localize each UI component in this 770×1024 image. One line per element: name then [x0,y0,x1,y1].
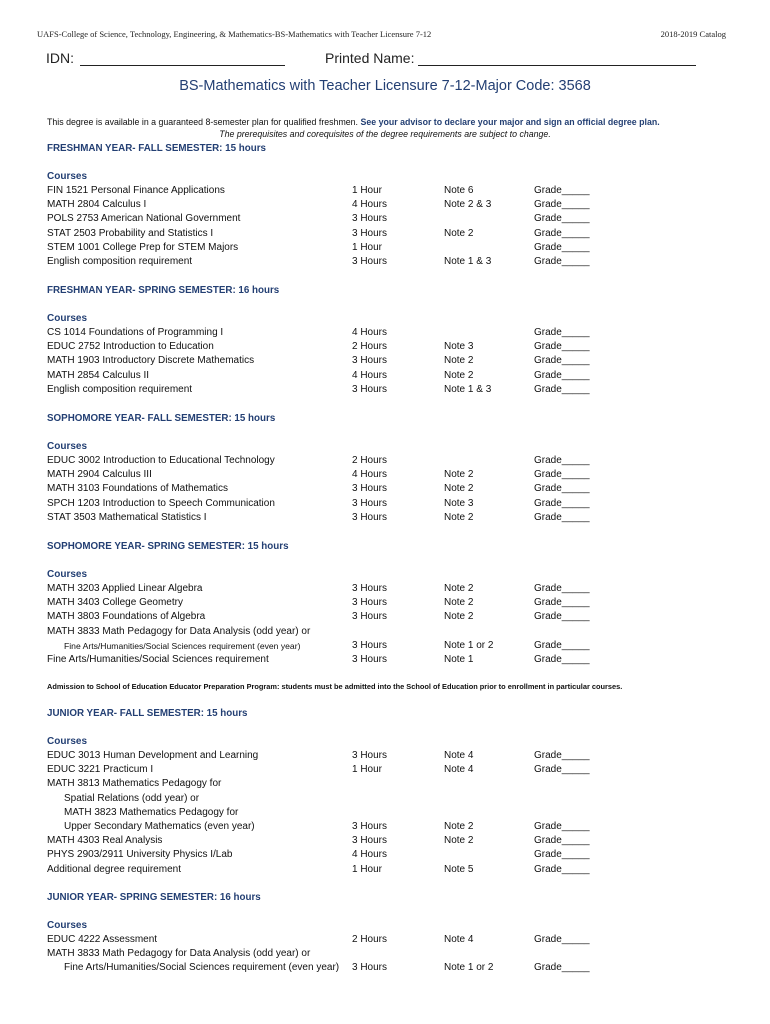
course-name: MATH 3833 Math Pedagogy for Data Analysis (odd year) or [47,948,311,960]
course-name: STAT 2503 Probability and Statistics I [47,227,214,239]
course-note: Note 4 [444,750,474,761]
course-row [0,256,770,270]
course-hours: 3 Hours [352,355,388,367]
courses-heading: Courses [47,920,88,931]
courses-heading: Courses [47,313,88,324]
intro-text [47,117,660,127]
course-hours: 1 Hour [352,764,383,776]
course-row [0,764,770,778]
course-hours: 3 Hours [352,256,388,267]
course-name: MATH 3803 Foundations of Algebra [47,611,206,623]
grade-field[interactable]: Grade_____ [534,256,590,267]
grade-field[interactable]: Grade_____ [534,583,590,594]
course-row [0,370,770,384]
course-note: Note 2 [444,469,474,481]
grade-field[interactable]: Grade_____ [534,469,590,481]
course-hours: 1 Hour [352,185,383,196]
grade-field[interactable]: Grade_____ [534,497,590,509]
semester-title: JUNIOR YEAR- SPRING SEMESTER: 16 hours [47,892,261,903]
course-hours: 3 Hours [352,821,388,832]
printed-name-label: Printed Name: [325,50,415,66]
course-row [0,583,770,597]
course-note: Note 2 [444,369,474,381]
course-row [0,327,770,341]
grade-field[interactable]: Grade_____ [534,750,590,761]
course-name: PHYS 2903/2911 University Physics I/Lab [47,849,233,861]
course-name: STEM 1001 College Prep for STEM Majors [47,241,239,253]
course-row [0,640,770,654]
course-hours: 2 Hours [352,455,388,466]
course-name: MATH 3203 Applied Linear Algebra [47,583,203,594]
course-hours: 2 Hours [352,934,388,945]
course-note: Note 2 [444,611,474,623]
course-row [0,384,770,398]
course-name: English composition requirement [47,383,193,395]
course-row [0,455,770,469]
course-row [0,807,770,821]
semester-title: JUNIOR YEAR- FALL SEMESTER: 15 hours [47,708,248,719]
course-hours: 4 Hours [352,469,388,481]
course-name: MATH 3813 Mathematics Pedagogy for [47,778,222,790]
courses-heading: Courses [47,569,88,580]
catalog-year: 2018-2019 Catalog [660,29,726,39]
grade-field[interactable]: Grade_____ [534,764,590,776]
course-name: English composition requirement [47,256,193,267]
course-row [0,242,770,256]
course-name: CS 1014 Foundations of Programming I [47,327,224,338]
course-row [0,498,770,512]
semester-title: FRESHMAN YEAR- SPRING SEMESTER: 16 hours [47,285,280,296]
course-hours: 3 Hours [352,639,388,651]
course-hours: 3 Hours [352,383,388,395]
course-name: EDUC 3002 Introduction to Educational Technology [47,455,275,466]
course-note: Note 1 & 3 [444,256,492,267]
course-row [0,469,770,483]
course-name: MATH 3833 Math Pedagogy for Data Analysis (odd year) or [47,625,311,637]
grade-field[interactable]: Grade_____ [534,483,590,495]
course-row [0,835,770,849]
printed-name-field[interactable] [418,51,696,66]
course-row [0,864,770,878]
course-note: Note 1 or 2 [444,962,494,974]
course-note: Note 1 & 3 [444,383,492,395]
grade-field[interactable]: Grade_____ [534,455,590,466]
intro-advisor-note: See your advisor to declare your major and sign an official degree plan. [360,117,660,127]
grade-field[interactable]: Grade_____ [534,611,590,623]
grade-field[interactable]: Grade_____ [534,849,590,861]
course-note: Note 1 [444,654,474,665]
courses-heading: Courses [47,441,88,452]
course-note: Note 2 [444,511,474,523]
course-hours: 3 Hours [352,497,388,509]
course-name: MATH 2854 Calculus II [47,369,150,381]
idn-field[interactable] [80,51,285,66]
course-row [0,597,770,611]
grade-field[interactable]: Grade_____ [534,241,590,253]
course-note: Note 2 [444,835,474,847]
course-hours: 1 Hour [352,241,383,253]
course-name: Upper Secondary Mathematics (even year) [64,821,255,832]
grade-field[interactable]: Grade_____ [534,511,590,523]
course-note: Note 1 or 2 [444,639,494,651]
course-name: EDUC 3221 Practicum I [47,764,154,776]
course-name: FIN 1521 Personal Finance Applications [47,185,225,196]
course-note: Note 4 [444,934,474,945]
course-row [0,821,770,835]
intro-disclaimer: The prerequisites and corequisites of the degree requirements are subject to change. [219,129,551,139]
course-row [0,512,770,526]
course-name: Spatial Relations (odd year) or [64,792,200,804]
course-hours: 3 Hours [352,213,388,225]
grade-field[interactable]: Grade_____ [534,654,590,665]
grade-field[interactable]: Grade_____ [534,355,590,367]
course-name: EDUC 3013 Human Development and Learning [47,750,259,761]
grade-field[interactable]: Grade_____ [534,327,590,338]
courses-heading: Courses [47,171,88,182]
grade-field[interactable]: Grade_____ [534,863,590,875]
course-hours: 3 Hours [352,583,388,594]
intro-line: This degree is available in a guaranteed 8-semester plan for qualified freshmen. [47,117,359,127]
course-row [0,611,770,625]
grade-field[interactable]: Grade_____ [534,341,590,353]
page-title: BS-Mathematics with Teacher Licensure 7-12-Major Code: 3568 [179,78,591,94]
course-note: Note 2 [444,227,474,239]
course-note: Note 6 [444,185,474,196]
course-hours: 3 Hours [352,835,388,847]
grade-field[interactable]: Grade_____ [534,962,590,974]
course-row [0,962,770,976]
grade-field[interactable]: Grade_____ [534,227,590,239]
grade-field[interactable]: Grade_____ [534,821,590,832]
course-name: Fine Arts/Humanities/Social Sciences requirement (even year) [64,640,301,651]
course-hours: 3 Hours [352,962,388,974]
course-row [0,750,770,764]
semester-title: SOPHOMORE YEAR- SPRING SEMESTER: 15 hours [47,541,289,552]
idn-label: IDN: [46,50,74,66]
course-name: Fine Arts/Humanities/Social Sciences requirement [47,654,269,665]
course-row [0,341,770,355]
course-hours: 3 Hours [352,597,388,609]
admission-notice: Admission to School of Education Educator Preparation Program: students must be admitted into the School of Education prior to enrollment in particular courses. [47,682,623,691]
course-row [0,199,770,213]
course-row [0,778,770,792]
course-hours: 3 Hours [352,654,388,665]
course-note: Note 2 & 3 [444,199,492,211]
course-note: Note 2 [444,355,474,367]
course-note: Note 2 [444,821,474,832]
course-row [0,626,770,640]
grade-field[interactable]: Grade_____ [534,383,590,395]
course-name: MATH 3823 Mathematics Pedagogy for [64,806,239,818]
course-hours: 4 Hours [352,369,388,381]
courses-heading: Courses [47,736,88,747]
course-hours: 4 Hours [352,327,388,338]
course-note: Note 5 [444,863,474,875]
course-name: MATH 2904 Calculus III [47,469,152,481]
course-name: EDUC 2752 Introduction to Education [47,341,214,353]
course-note: Note 3 [444,497,474,509]
course-note: Note 3 [444,341,474,353]
grade-field[interactable]: Grade_____ [534,213,590,225]
grade-field[interactable]: Grade_____ [534,934,590,945]
course-name: MATH 4303 Real Analysis [47,835,163,847]
course-hours: 1 Hour [352,863,383,875]
course-hours: 3 Hours [352,483,388,495]
course-row [0,849,770,863]
course-name: MATH 3103 Foundations of Mathematics [47,483,229,495]
course-hours: 3 Hours [352,227,388,239]
course-row [0,934,770,948]
course-hours: 4 Hours [352,849,388,861]
course-note: Note 2 [444,597,474,609]
semester-title: FRESHMAN YEAR- FALL SEMESTER: 15 hours [47,143,267,154]
course-row [0,228,770,242]
course-name: MATH 1903 Introductory Discrete Mathematics [47,355,255,367]
course-row [0,793,770,807]
grade-field[interactable]: Grade_____ [534,835,590,847]
course-note: Note 2 [444,483,474,495]
course-row [0,213,770,227]
course-row [0,355,770,369]
course-name: Additional degree requirement [47,863,181,875]
course-hours: 3 Hours [352,611,388,623]
grade-field[interactable]: Grade_____ [534,199,590,211]
grade-field[interactable]: Grade_____ [534,369,590,381]
course-name: POLS 2753 American National Government [47,213,241,225]
course-name: Fine Arts/Humanities/Social Sciences requirement (even year) [64,962,340,974]
course-name: MATH 2804 Calculus I [47,199,147,211]
course-note: Note 2 [444,583,474,594]
grade-field[interactable]: Grade_____ [534,185,590,196]
course-hours: 2 Hours [352,341,388,353]
course-hours: 3 Hours [352,511,388,523]
id-name-row [46,50,696,66]
course-name: MATH 3403 College Geometry [47,597,183,609]
course-row [0,654,770,668]
course-name: SPCH 1203 Introduction to Speech Communication [47,497,275,509]
course-row [0,185,770,199]
course-row [0,483,770,497]
course-name: STAT 3503 Mathematical Statistics I [47,511,207,523]
document-header-title: UAFS-College of Science, Technology, Engineering, & Mathematics-BS-Mathematics with Teacher Licensure 7-12 [37,29,432,39]
course-hours: 4 Hours [352,199,388,211]
course-hours: 3 Hours [352,750,388,761]
course-note: Note 4 [444,764,474,776]
course-row [0,948,770,962]
course-name: EDUC 4222 Assessment [47,934,158,945]
semester-title: SOPHOMORE YEAR- FALL SEMESTER: 15 hours [47,413,276,424]
grade-field[interactable]: Grade_____ [534,597,590,609]
grade-field[interactable]: Grade_____ [534,639,590,651]
